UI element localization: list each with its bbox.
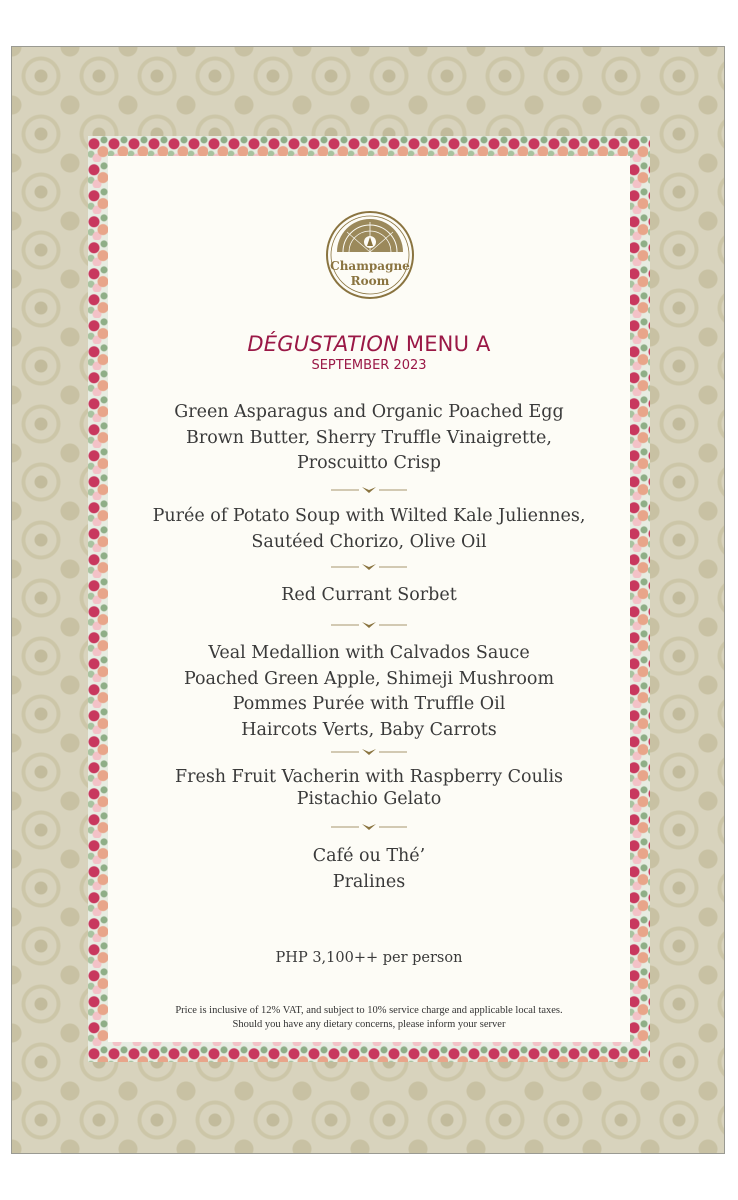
price: PHP 3,100++ per person xyxy=(275,950,463,966)
course-line: Veal Medallion with Calvados Sauce xyxy=(208,643,530,663)
menu-title xyxy=(108,332,630,356)
course-3 xyxy=(108,583,630,609)
ornament-divider xyxy=(329,746,409,758)
course-6 xyxy=(108,844,630,895)
course-line: Sautéed Chorizo, Olive Oil xyxy=(251,531,487,552)
course-line: Fresh Fruit Vacherin with Raspberry Coulis xyxy=(174,767,564,787)
ornament-divider xyxy=(329,619,409,631)
menu-title-rest: MENU A xyxy=(399,332,491,356)
menu-date: SEPTEMBER 2023 xyxy=(311,358,427,373)
course-2 xyxy=(108,504,630,555)
logo-line2: Room xyxy=(350,274,390,288)
course-4 xyxy=(108,641,630,743)
champagne-room-logo xyxy=(325,210,415,300)
logo-line1: Champagne xyxy=(330,259,410,273)
ornament-divider xyxy=(329,561,409,573)
menu-title-italic: DÉGUSTATION xyxy=(247,332,400,356)
course-line: Pistachio Gelato xyxy=(296,788,442,809)
course-line: Pommes Purée with Truffle Oil xyxy=(232,694,506,714)
course-line: Haircots Verts, Baby Carrots xyxy=(241,719,497,740)
course-line: Poached Green Apple, Shimeji Mushroom xyxy=(183,668,555,689)
course-1 xyxy=(108,400,630,477)
course-line: Red Currant Sorbet xyxy=(281,585,457,605)
course-line: Pralines xyxy=(332,871,406,892)
ornament-divider xyxy=(329,484,409,496)
course-line: Brown Butter, Sherry Truffle Vinaigrette, xyxy=(186,427,552,448)
disclaimer xyxy=(108,1004,630,1032)
course-line: Purée of Potato Soup with Wilted Kale Juliennes, xyxy=(152,506,586,526)
disclaimer-line: Price is inclusive of 12% VAT, and subject to 10% service charge and applicable local taxes. xyxy=(175,1005,563,1016)
ornament-divider xyxy=(329,821,409,833)
course-line: Café ou Thé’ xyxy=(312,846,426,866)
course-line: Proscuitto Crisp xyxy=(296,453,442,473)
course-5 xyxy=(108,765,630,812)
course-line: Green Asparagus and Organic Poached Egg xyxy=(174,402,564,422)
menu-card xyxy=(108,156,630,1042)
disclaimer-line: Should you have any dietary concerns, please inform your server xyxy=(232,1019,506,1030)
